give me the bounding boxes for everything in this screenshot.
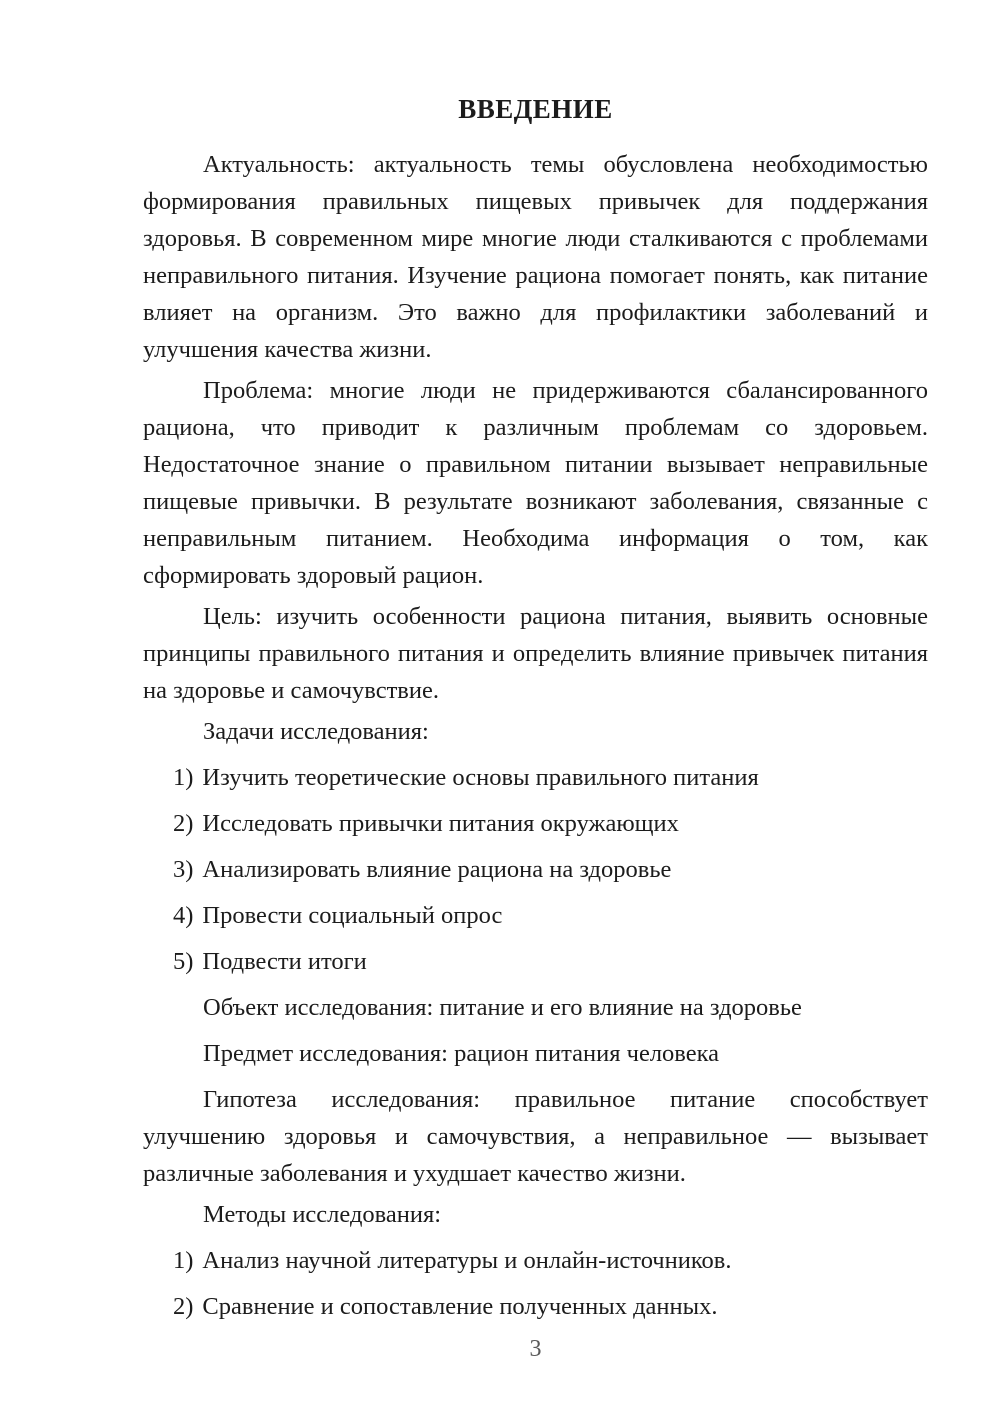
task-list-item (173, 851, 928, 888)
task-item-text: Изучить теоретические основы правильного питания (202, 764, 759, 791)
object-line: Объект исследования: питание и его влияние на здоровье (203, 994, 802, 1021)
task-list-item (173, 759, 928, 796)
paragraph-problem: Проблема: многие люди не придерживаются сбалансированного рациона, что приводит к различным проблемам со здоровьем. Недостаточное знание о правильном питании вызывает неправильные пищевые привычки. В результате возникают заболевания, связанные с неправильным питанием. Необходима информация о том, как сформировать здоровый рацион. (143, 377, 928, 589)
task-item-text: Анализировать влияние рациона на здоровье (202, 856, 672, 883)
page-number: 3 (529, 1336, 542, 1362)
task-list-item (173, 943, 928, 980)
tasks-heading: Задачи исследования: (203, 718, 429, 745)
task-item-number: 4) (173, 902, 194, 929)
method-item-number: 1) (173, 1247, 194, 1274)
method-list-item (173, 1288, 928, 1325)
method-item-text: Анализ научной литературы и онлайн-источников. (202, 1247, 732, 1274)
paragraph-hypothesis: Гипотеза исследования: правильное питание способствует улучшению здоровья и самочувствия, а неправильное — вызывает различные заболевания и ухудшает качество жизни. (143, 1086, 928, 1187)
method-item-text: Сравнение и сопоставление полученных данных. (202, 1293, 718, 1320)
task-item-text: Подвести итоги (202, 948, 367, 975)
task-item-number: 2) (173, 810, 194, 837)
task-item-number: 1) (173, 764, 194, 791)
method-item-number: 2) (173, 1293, 194, 1320)
paragraph-goal: Цель: изучить особенности рациона питания, выявить основные принципы правильного питания и определить влияние привычек питания на здоровье и самочувствие. (143, 603, 928, 704)
methods-heading: Методы исследования: (203, 1201, 442, 1228)
paragraph-relevance: Актуальность: актуальность темы обусловлена необходимостью формирования правильных пищевых привычек для поддержания здоровья. В современном мире многие люди сталкиваются с проблемами неправильного питания. Изучение рациона помогает понять, как питание влияет на организм. Это важно для профилактики заболеваний и улучшения качества жизни. (143, 151, 928, 363)
task-item-text: Исследовать привычки питания окружающих (202, 810, 679, 837)
subject-line: Предмет исследования: рацион питания человека (203, 1040, 719, 1067)
task-list-item (173, 805, 928, 842)
page-title: ВВЕДЕНИЕ (458, 94, 613, 124)
task-list-item (173, 897, 928, 934)
method-list-item (173, 1242, 928, 1279)
task-item-number: 5) (173, 948, 194, 975)
task-item-text: Провести социальный опрос (202, 902, 503, 929)
task-item-number: 3) (173, 856, 194, 883)
